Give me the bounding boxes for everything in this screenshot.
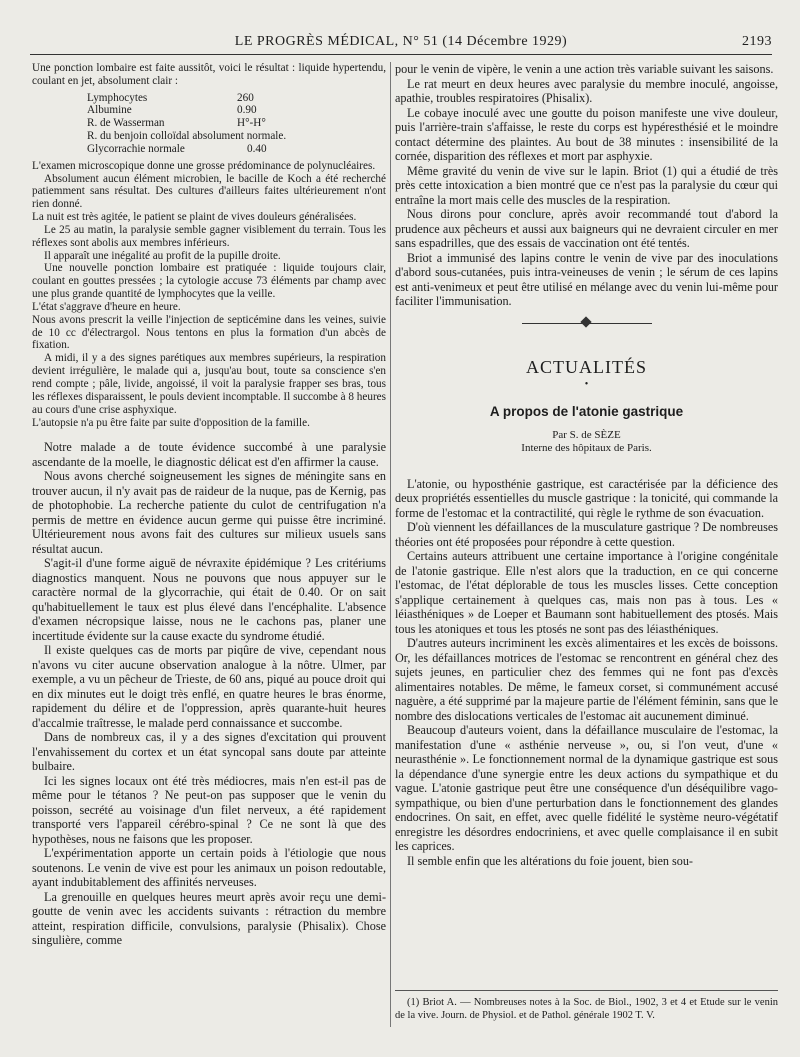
paragraph: pour le venin de vipère, le venin a une action très variable suivant les saisons.	[395, 62, 774, 76]
article-byline: Par S. de SÈZE	[552, 428, 621, 441]
lab-row	[87, 143, 386, 156]
lab-value: H°-H°	[237, 117, 266, 130]
case-observation	[32, 62, 386, 429]
paragraph: Beaucoup d'auteurs voient, dans la défaillance musculaire de l'estomac, la manifestation d'une « asthénie nerveuse », ou, si l'on veut, d'une « neurasthénie ». Le fonctionnement normal de la dynamique gastrique est sous la dépendance d'une synergie entre les deux actions du sympathique et du vague. L'atonie gastrique peut être une conséquence d'un déséquilibre vago-sympathique, ou bien d'une perturbation dans le fonctionnement des glandes endocrines. On sait, en effet, avec quelle fidélité le système neuro-végétatif enregistre les désordres endocriniens, et avec quelle complaisance il en subit les caprices.	[395, 723, 778, 853]
paragraph: Nous avons prescrit la veille l'injection de septicémine dans les veines, suivie de 10 cc d'électrargol. Nous tentons en plus la formation d'un abcès de fixation.	[32, 313, 386, 352]
lab-row	[87, 92, 386, 105]
paragraph: L'état s'aggrave d'heure en heure.	[32, 300, 181, 313]
paragraph: Le 25 au matin, la paralysie semble gagner visiblement du terrain. Tous les réflexes sont abolis aux membres inférieurs.	[32, 223, 386, 249]
paragraph: Le rat meurt en deux heures avec paralysie du membre inoculé, angoisse, apathie, troubles respiratoires (Phisalix).	[395, 76, 778, 105]
lab-value: 0.90	[237, 104, 257, 117]
paragraph: D'autres auteurs incriminent les excès alimentaires et les excès de boissons. Or, les défaillances motrices de l'estomac se rencontrent en général chez des sujets jeunes, en particulier chez des femmes qui ne font pas d'excès alimentaires notables. De même, le fameux corset, si communément accusé naguère, a été supprimé par la majeure partie de l'élément féminin, sans que le nombre des dislocations verticales de l'estomac ait aucunement diminué.	[395, 636, 778, 723]
paragraph: Notre malade a de toute évidence succombé à une paralysie ascendante de la moelle, le diagnostic délicat est d'en affirmer la cause.	[32, 440, 386, 469]
page-number: 2193	[742, 34, 772, 49]
footnote	[395, 990, 778, 1022]
paragraph: Certains auteurs attribuent une certaine importance à l'origine congénitale de l'atonie gastrique. Elle n'est alors que la traduction, en ce qui concerne l'estomac, de l'état déplorable de tous les muscles lisses. Cette conception s'applique certainement à quelques cas, mais non pas à tous. Les « léiasthéniques » de Loeper et Baumann sont habituellement des ptosés. Mais tous les atoniques et tous les ptosés ne sont pas des léiasthéniques.	[395, 549, 778, 636]
lab-label: R. du benjoin colloïdal absolument normale.	[87, 130, 287, 143]
paragraph: Ici les signes locaux ont été très médiocres, mais n'en est-il pas de même pour le tétanos ? Ne peut-on pas supposer que le venin du poisson, secrété au voisinage d'un filet nerveux, a été rapidement transporté vers l'appareil cérébro-spinal ? Ce ne sont là que des hypothèses, nous ne faisons que les proposer.	[32, 773, 386, 846]
paragraph: La grenouille en quelques heures meurt après avoir reçu une demi-goutte de venin avec les accidents suivants : rétraction du membre atteint, respiration difficile, convulsions, paralysie (Phisalix). Chose singulière, comme	[32, 889, 386, 948]
running-header	[30, 30, 772, 55]
lab-label: Glycorrachie normale	[87, 142, 185, 155]
paragraph: Il existe quelques cas de morts par piqûre de vive, cependant nous n'avons vu citer aucune observation analogue à la nôtre. Ulmer, par exemple, a vu un pêcheur de Trieste, de 60 ans, piqué au pouce droit qui en dix minutes eut le doigt très enflé, en quatre heures le bras énorme, rapidement du délire et de l'oppression, après quarante-huit heures d'accalmie traîtresse, le malade perd connaissance et succombe.	[32, 643, 386, 730]
lab-row	[87, 130, 386, 143]
paragraph: L'expérimentation apporte un certain poids à l'étiologie que nous soutenons. Le venin de vive est pour les animaux un poison redoutable, ayant indubitablement des affinités nerveuses.	[32, 846, 386, 890]
paragraph: Le cobaye inoculé avec une goutte du poison manifeste une vive douleur, puis l'arrière-train s'affaisse, le reste du corps est hypéresthésié et le moindre contact détermine des plaintes. Au bout de 38 minutes : insensibilité de la cornée, disparition des réflexes et mort par asphyxie.	[395, 105, 778, 163]
column-divider	[390, 62, 391, 1027]
paragraph: Une ponction lombaire est faite aussitôt, voici le résultat : liquide hypertendu, coulant en jet, absolument clair :	[32, 62, 386, 87]
paragraph: L'atonie, ou hyposthénie gastrique, est caractérisée par la déficience des deux propriétés essentielles du muscle gastrique : la tonicité, qui commande la forme de l'estomac et la contractilité, qui règle le rythme de son évacuation.	[395, 476, 778, 520]
author-affiliation: Interne des hôpitaux de Paris.	[521, 441, 652, 454]
footnote-text: (1) Briot A. — Nombreuses notes à la Soc. de Biol., 1902, 3 et 4 et Etude sur le venin de la vive. Journ. de Physiol. et de Pathol. générale 1902 T. V.	[395, 997, 778, 1021]
ornament-diamond-icon	[580, 316, 591, 327]
paragraph: La nuit est très agitée, le patient se plaint de vives douleurs généralisées.	[32, 211, 357, 224]
lab-label: Albumine	[87, 104, 132, 117]
lab-row	[87, 117, 386, 130]
paragraph: Une nouvelle ponction lombaire est pratiquée : liquide toujours clair, coulant en gouttes pressées ; la cytologie accuse 73 éléments par champ avec une plus grande quantité de lymphocytes que la veille.	[32, 262, 386, 301]
paragraph: L'examen microscopique donne une grosse prédominance de polynucléaires.	[32, 159, 376, 172]
article-title: A propos de l'atonie gastrique	[489, 403, 684, 419]
journal-title: LE PROGRÈS MÉDICAL, N° 51 (14 Décembre 1929)	[234, 34, 568, 49]
lab-row	[87, 104, 386, 117]
paragraph: Nous avons cherché soigneusement les signes de méningite sans en trouver aucun, il n'y avait pas de raideur de la nuque, pas de Kernig, pas de photophobie. La recherche patiente du culot de centrifugation n'a permis de mettre en évidence aucun germe qui puisse être incriminé. Ultérieurement nous avons fait des cultures sur milieux usuels sans résultat aucun.	[32, 469, 386, 556]
paragraph: Dans de nombreux cas, il y a des signes d'excitation qui prouvent l'envahissement du cortex et un état syncopal sans doute par atteinte bulbaire.	[32, 730, 386, 774]
paragraph: Même gravité du venin de vive sur le lapin. Briot (1) qui a étudié de très près cette intoxication a bien montré que ce n'est pas la paralysie du cœur qui entraîne la mort mais celle des muscles de la respiration.	[395, 163, 778, 207]
bullet-icon: •	[584, 378, 589, 390]
paragraph: Il apparaît une inégalité au profit de la pupille droite.	[44, 249, 281, 262]
section-title: ACTUALITÉS	[526, 356, 647, 377]
lab-label: Lymphocytes	[87, 91, 148, 104]
lab-value: 0.40	[247, 142, 267, 155]
lab-label: R. de Wasserman	[87, 117, 165, 130]
paragraph: A midi, il y a des signes parétiques aux membres supérieurs, la respiration devient irrégulière, le malade qui a, jusqu'au bout, toute sa conscience s'en rend compte ; pâle, livide, angoissé, il voit la paralysie frapper ses bras, tous les réflexes disparaissent, le pouls devient incomptable. Il succombe à 8 heures au cours d'une crise asphyxique.	[32, 352, 386, 416]
paragraph: Il semble enfin que les altérations du foie jouent, bien sou-	[407, 853, 693, 868]
lab-value: 260	[237, 91, 254, 104]
paragraph: Absolument aucun élément microbien, le bacille de Koch a été recherché patiemment sans résultat. Des cultures d'ailleurs faites ultérieurement n'ont rien donné.	[32, 172, 386, 211]
section-separator-ornament	[522, 317, 652, 329]
paragraph: Briot a immunisé des lapins contre le venin de vive par des inoculations d'abord sous-cutanées, puis intra-veineuses de venin ; le sérum de ces lapins est anti-venimeux et peut être utilisé en mélange avec du venin lui-même pour faciliter l'immunisation.	[395, 250, 778, 308]
left-column	[32, 62, 386, 948]
paragraph: S'agit-il d'une forme aiguë de névraxite épidémique ? Les critériums diagnostics manquent. Nous ne pouvons que nous appuyer sur le caractère normal de la glycorrachie, qui était de 0.40. Or on sait qu'habituellement le taux est plus élevé dans l'encéphalite. L'absence d'examen nécropsique laisse, nous ne le cachons pas, planer une incertitude évidente sur la cause exacte du syndrome étudié.	[32, 556, 386, 643]
discussion	[32, 440, 386, 948]
paragraph: D'où viennent les défaillances de la musculature gastrique ? De nombreuses théories ont été proposées pour répondre à cette question.	[395, 520, 778, 549]
paragraph: Nous dirons pour conclure, après avoir recommandé tout d'abord la prudence aux pêcheurs et aussi aux baigneurs qui ne devraient circuler en mer sans espadrilles, que des essais de vaccination ont été tentés.	[395, 207, 778, 250]
paragraph: L'autopsie n'a pu être faite par suite d'opposition de la famille.	[32, 416, 310, 429]
right-column	[395, 62, 778, 868]
lab-results	[87, 92, 386, 156]
